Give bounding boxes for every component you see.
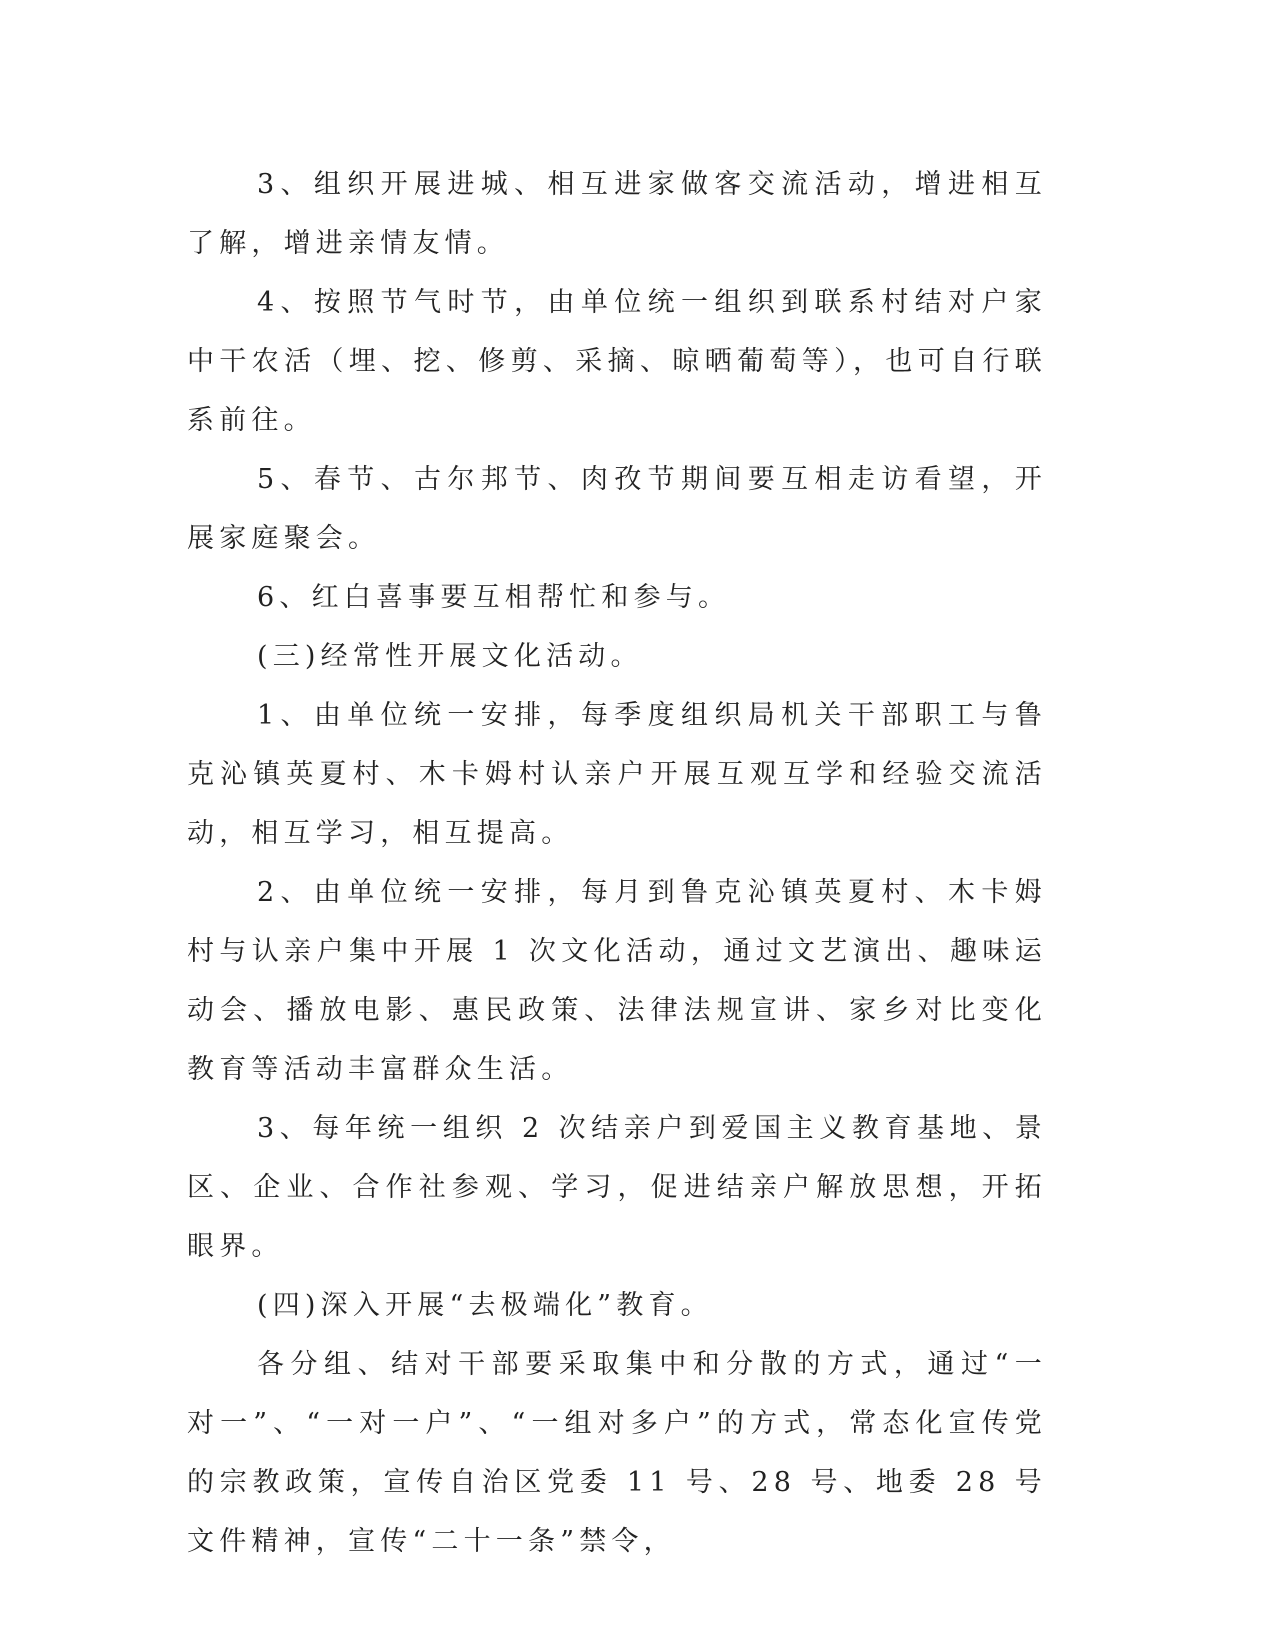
paragraph-item-3-field-trips: 3、每年统一组织 2 次结亲户到爱国主义教育基地、景区、企业、合作社参观、学习，促进结亲户解放思想，开拓眼界。 <box>187 1113 1047 1262</box>
paragraph-item-3-visits: 3、组织开展进城、相互进家做客交流活动，增进相互了解，增进亲情友情。 <box>187 169 1047 259</box>
paragraph-item-1-exchange: 1、由单位统一安排，每季度组织局机关干部职工与鲁克沁镇英夏村、木卡姆村认亲户开展互观互学和经验交流活动，相互学习，相互提高。 <box>187 700 1047 849</box>
document-body <box>187 155 1047 1571</box>
paragraph-item-5-festival-visits: 5、春节、古尔邦节、肉孜节期间要互相走访看望，开展家庭聚会。 <box>187 464 1047 554</box>
section-heading-cultural-activities: (三)经常性开展文化活动。 <box>257 641 643 672</box>
paragraph-item-6-weddings-funerals: 6、红白喜事要互相帮忙和参与。 <box>257 582 731 613</box>
paragraph-item-4-farm-work: 4、按照节气时节，由单位统一组织到联系村结对户家中干农活（埋、挖、修剪、采摘、晾晒葡萄等），也可自行联系前往。 <box>187 287 1047 436</box>
paragraph-item-2-monthly-culture: 2、由单位统一安排，每月到鲁克沁镇英夏村、木卡姆村与认亲户集中开展 1 次文化活动，通过文艺演出、趣味运动会、播放电影、惠民政策、法律法规宣讲、家乡对比变化教育等活动丰富群众生活。 <box>187 877 1047 1085</box>
paragraph-deradicalization-body: 各分组、结对干部要采取集中和分散的方式，通过“一对一”、“一对一户”、“一组对多户”的方式，常态化宣传党的宗教政策，宣传自治区党委 11 号、28 号、地委 28 号文件精神，宣传“二十一条”禁令， <box>187 1349 1047 1557</box>
section-heading-deradicalization: (四)深入开展“去极端化”教育。 <box>257 1290 713 1321</box>
